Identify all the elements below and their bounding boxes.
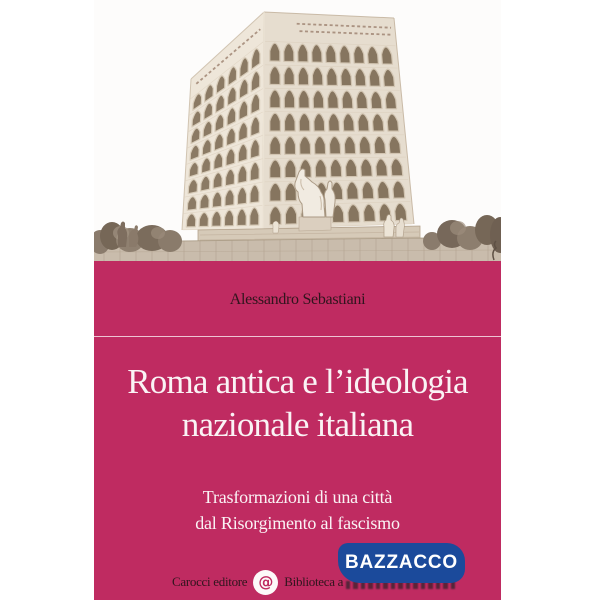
title-line-1: Roma antica e l’ideologia [127,362,468,401]
bazzacco-badge [338,543,465,583]
series-label: Biblioteca a [284,574,344,589]
subtitle-line-2: dal Risorgimento al fascismo [195,513,400,533]
separator-rule [94,336,501,337]
cover-photo [94,0,501,261]
author-name: Alessandro Sebastiani [229,291,366,308]
book-title [94,360,501,446]
title-line-2: nazionale italiana [181,405,414,444]
bazzacco-badge-label: BAZZACCO [345,552,458,573]
publisher-row [172,569,343,595]
carocci-logo-icon: @ [253,570,278,595]
publisher-name: Carocci editore [172,574,248,589]
book-subtitle [94,484,501,536]
statue-center-small [273,221,279,233]
subtitle-line-1: Trasformazioni di una città [202,487,393,507]
cover-band [94,261,501,600]
cover-photo-illustration [94,0,501,261]
